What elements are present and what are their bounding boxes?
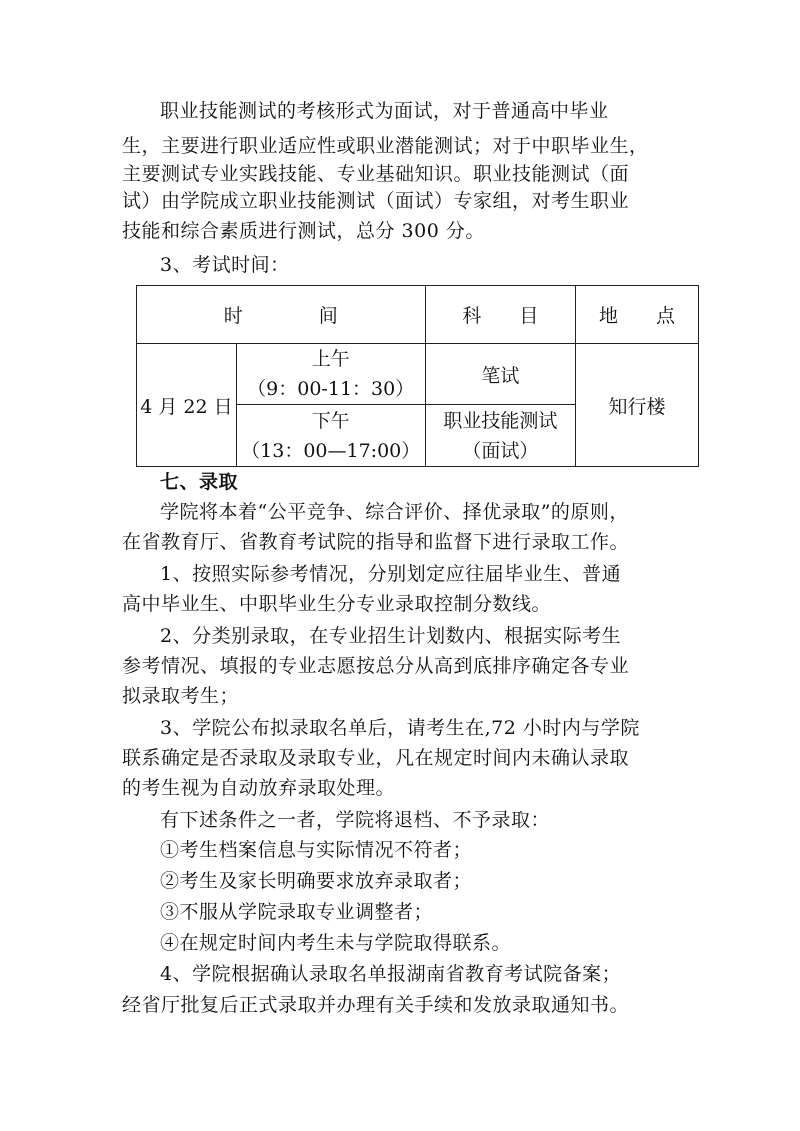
admission-line-8: 3、学院公布拟录取名单后，请考生在,72 小时内与学院 bbox=[160, 717, 640, 739]
intro-line-2: 生，主要进行职业适应性或职业潜能测试；对于中职毕业生， bbox=[122, 135, 649, 157]
admission-line-6: 参考情况、填报的专业志愿按总分从高到底排序确定各专业 bbox=[122, 655, 630, 677]
morning-time: （9：00-11：30） bbox=[247, 378, 415, 400]
intro-line-1: 职业技能测试的考核形式为面试，对于普通高中毕业 bbox=[160, 100, 609, 122]
admission-line-9: 联系确定是否录取及录取专业，凡在规定时间内未确认录取 bbox=[122, 747, 630, 769]
header-time: 时 间 bbox=[137, 286, 426, 344]
admission-line-13: ②考生及家长明确要求放弃录取者； bbox=[160, 870, 473, 892]
admission-line-7: 拟录取考生； bbox=[122, 685, 240, 707]
exam-time-heading: 3、考试时间： bbox=[160, 254, 290, 276]
afternoon-time-cell bbox=[236, 405, 425, 467]
morning-subject-cell: 笔试 bbox=[425, 344, 575, 405]
admission-line-10: 的考生视为自动放弃录取处理。 bbox=[122, 777, 396, 799]
intro-line-5: 技能和综合素质进行测试，总分 300 分。 bbox=[122, 220, 485, 242]
afternoon-label: 下午 bbox=[311, 409, 350, 432]
afternoon-subject-line1: 职业技能测试 bbox=[443, 409, 558, 432]
afternoon-subject-cell bbox=[425, 405, 575, 467]
admission-line-2: 在省教育厅、省教育考试院的指导和监督下进行录取工作。 bbox=[122, 531, 630, 553]
table-header-row bbox=[137, 286, 699, 344]
exam-schedule-table bbox=[136, 285, 699, 467]
admission-line-14: ③不服从学院录取专业调整者； bbox=[160, 901, 434, 923]
header-location: 地 点 bbox=[576, 286, 699, 344]
intro-line-4: 试）由学院成立职业技能测试（面试）专家组，对考生职业 bbox=[122, 190, 630, 212]
date-cell: 4 月 22 日 bbox=[137, 344, 237, 467]
admission-line-12: ①考生档案信息与实际情况不符者； bbox=[160, 839, 473, 861]
morning-label: 上午 bbox=[311, 348, 350, 370]
admission-line-16: 4、学院根据确认录取名单报湖南省教育考试院备案； bbox=[160, 963, 622, 985]
admission-line-15: ④在规定时间内考生未与学院取得联系。 bbox=[160, 932, 512, 954]
admission-line-1: 学院将本着“公平竞争、综合评价、择优录取”的原则， bbox=[160, 501, 629, 523]
location-cell: 知行楼 bbox=[576, 344, 699, 467]
table-row-morning bbox=[137, 344, 699, 405]
admission-line-4: 高中毕业生、中职毕业生分专业录取控制分数线。 bbox=[122, 593, 552, 615]
admission-line-3: 1、按照实际参考情况，分别划定应往届毕业生、普通 bbox=[160, 563, 622, 585]
morning-time-cell bbox=[236, 344, 425, 405]
afternoon-time: （13：00—17:00） bbox=[241, 439, 421, 462]
admission-line-17: 经省厅批复后正式录取并办理有关手续和发放录取通知书。 bbox=[122, 994, 630, 1016]
admission-line-5: 2、分类别录取，在专业招生计划数内、根据实际考生 bbox=[160, 625, 622, 647]
afternoon-subject-line2: （面试） bbox=[462, 439, 539, 462]
intro-line-3: 主要测试专业实践技能、专业基础知识。职业技能测试（面 bbox=[122, 163, 630, 185]
header-subject: 科 目 bbox=[425, 286, 575, 344]
admission-line-11: 有下述条件之一者，学院将退档、不予录取： bbox=[160, 809, 551, 831]
section-title: 七、录取 bbox=[160, 471, 239, 493]
